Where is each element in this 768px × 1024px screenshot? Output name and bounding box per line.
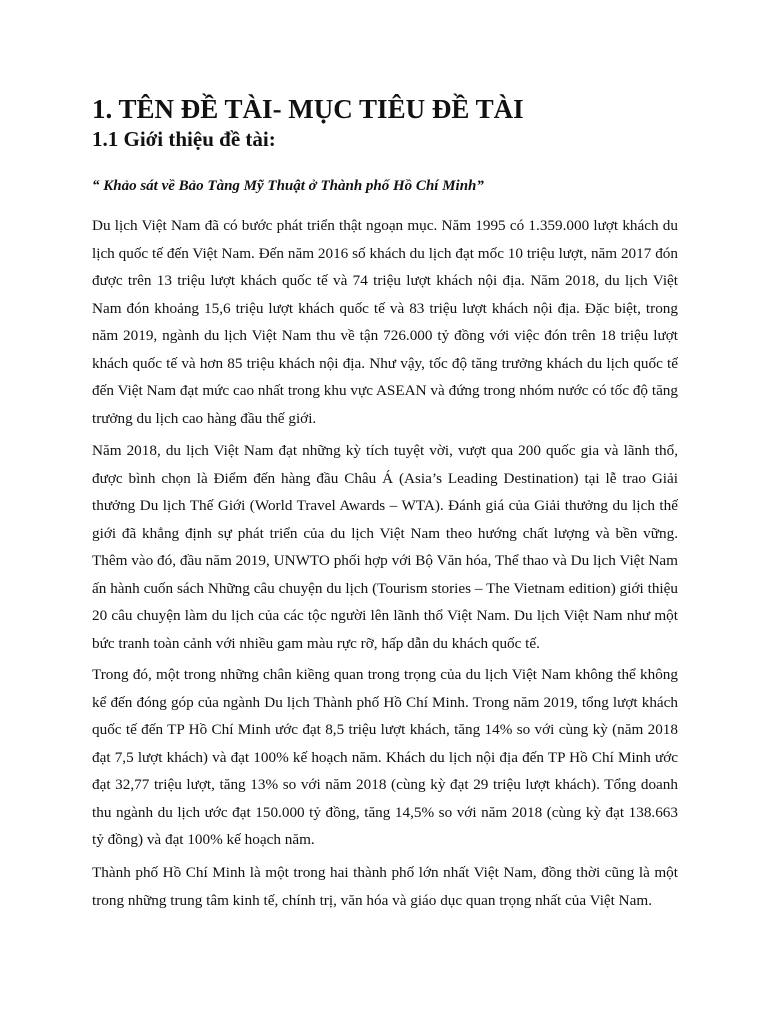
paragraph: Trong đó, một trong những chân kiềng quan trong trọng của du lịch Việt Nam không thể không kể đến đóng góp của ngành Du lịch Thành phố Hồ Chí Minh. Trong năm 2019, tổng lượt khách quốc tế đến TP Hồ Chí Minh ước đạt 8,5 triệu lượt khách, tăng 14% so với cùng kỳ (năm 2018 đạt 7,5 lượt khách) và đạt 100% kế hoạch năm. Khách du lịch nội địa đến TP Hồ Chí Minh ước đạt 32,77 triệu lượt, tăng 13% so với năm 2018 (cùng kỳ đạt 29 triệu lượt khách). Tổng doanh thu ngành du lịch ước đạt 150.000 tỷ đồng, tăng 14,5% so với năm 2018 (cùng kỳ đạt 138.663 tỷ đồng) và đạt 100% kế hoạch năm. bbox=[92, 666, 678, 848]
document-page bbox=[92, 0, 678, 1024]
section-heading: 1. TÊN ĐỀ TÀI- MỤC TIÊU ĐỀ TÀI bbox=[92, 94, 524, 124]
paragraph: Du lịch Việt Nam đã có bước phát triển thật ngoạn mục. Năm 1995 có 1.359.000 lượt khách du lịch quốc tế đến Việt Nam. Đến năm 2016 số khách du lịch đạt mốc 10 triệu lượt, năm 2017 đón được trên 13 triệu lượt khách quốc tế và 74 triệu lượt khách nội địa. Năm 2018, du lịch Việt Nam đón khoảng 15,6 triệu lượt khách quốc tế và 83 triệu lượt khách nội địa. Đặc biệt, trong năm 2019, ngành du lịch Việt Nam thu về tận 726.000 tỷ đồng với việc đón trên 18 triệu lượt khách quốc tế và hơn 85 triệu khách nội địa. Như vậy, tốc độ tăng trưởng khách du lịch quốc tế đến Việt Nam đạt mức cao nhất trong khu vực ASEAN và đứng trong nhóm nước có tốc độ tăng trưởng du lịch cao hàng đầu thế giới. bbox=[92, 217, 678, 427]
paragraph: Thành phố Hồ Chí Minh là một trong hai thành phố lớn nhất Việt Nam, đồng thời cũng là một trong những trung tâm kinh tế, chính trị, văn hóa và giáo dục quan trọng nhất của Việt Nam. bbox=[92, 864, 678, 909]
paragraph: Năm 2018, du lịch Việt Nam đạt những kỳ tích tuyệt vời, vượt qua 200 quốc gia và lãnh thổ, được bình chọn là Điểm đến hàng đầu Châu Á (Asia’s Leading Destination) tại lễ trao Giải thưởng Du lịch Thế Giới (World Travel Awards – WTA). Đánh giá của Giải thưởng du lịch thế giới đã khẳng định sự phát triển của du lịch Việt Nam theo hướng chất lượng và bền vững. Thêm vào đó, đầu năm 2019, UNWTO phối hợp với Bộ Văn hóa, Thể thao và Du lịch Việt Nam ấn hành cuốn sách Những câu chuyện du lịch (Tourism stories – The Vietnam edition) giới thiệu 20 câu chuyện làm du lịch của các tộc người lên lãnh thổ Việt Nam. Du lịch Việt Nam như một bức tranh toàn cảnh với nhiều gam màu rực rỡ, hấp dẫn du khách quốc tế. bbox=[92, 442, 678, 652]
topic-title: “ Khảo sát về Bảo Tàng Mỹ Thuật ở Thành phố Hồ Chí Minh” bbox=[92, 178, 484, 194]
subsection-heading: 1.1 Giới thiệu đề tài: bbox=[92, 127, 276, 151]
